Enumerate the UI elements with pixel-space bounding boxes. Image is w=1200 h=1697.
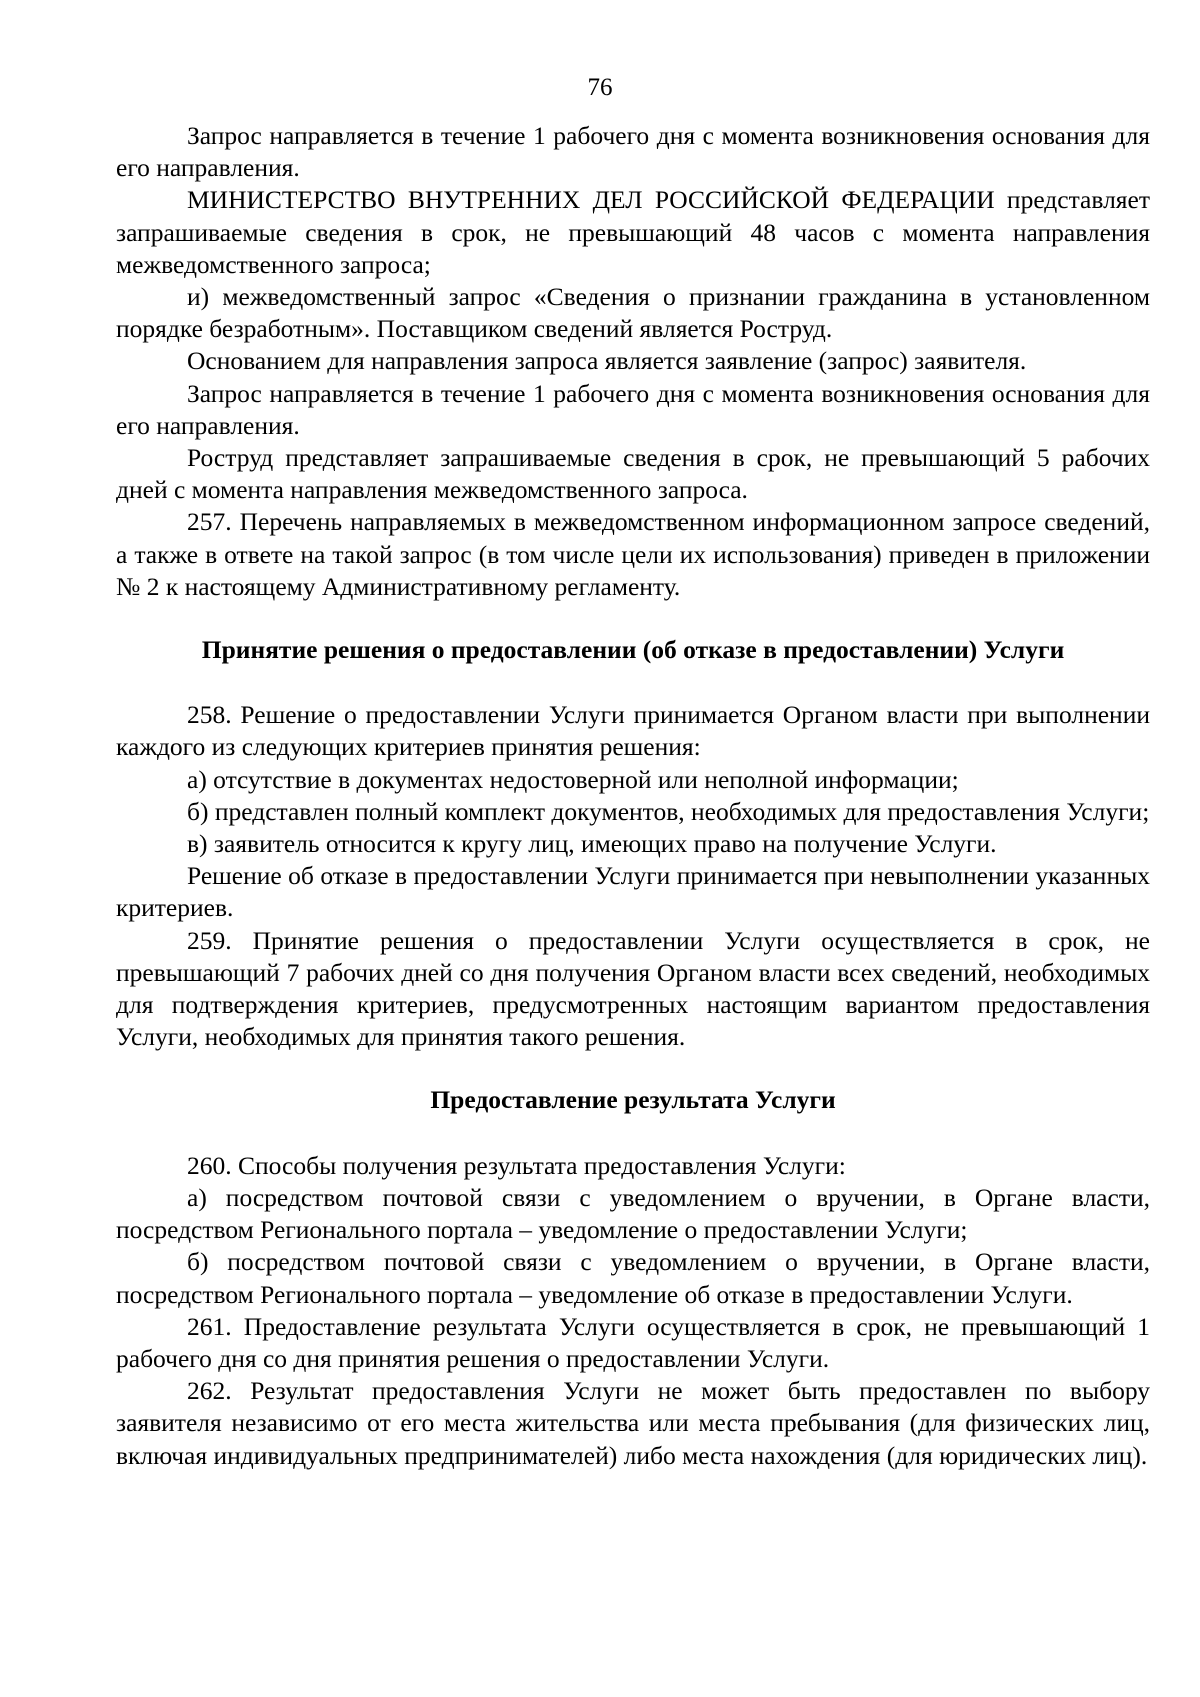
paragraph-258: 258. Решение о предоставлении Услуги принимается Органом власти при выполнении каждого из следующих критериев принятия решения:: [116, 700, 1150, 762]
paragraph-260: 260. Способы получения результата предоставления Услуги:: [187, 1150, 846, 1180]
document-body: [116, 120, 1150, 1472]
paragraph-rostrud-response: Роструд представляет запрашиваемые сведения в срок, не превышающий 5 рабочих дней с момента направления межведомственного запроса.: [116, 443, 1150, 505]
paragraph-method-a: а) посредством почтовой связи с уведомлением о вручении, в Органе власти, посредством Регионального портала – уведомление о предоставлении Услуги;: [116, 1182, 1150, 1245]
paragraph-mvd-response: МИНИСТЕРСТВО ВНУТРЕННИХ ДЕЛ РОССИЙСКОЙ ФЕДЕРАЦИИ представляет запрашиваемые сведения в срок, не превышающий 48 часов с момента направления межведомственного запроса;: [116, 185, 1150, 279]
paragraph-257: 257. Перечень направляемых в межведомственном информационном запросе сведений, а также в ответе на такой запрос (в том числе цели их использования) приведен в приложении № 2 к настоящему Административному регламенту.: [116, 507, 1150, 601]
paragraph-request-deadline-2: Запрос направляется в течение 1 рабочего дня с момента возникновения основания для его направления.: [116, 378, 1150, 440]
paragraph-criterion-c: в) заявитель относится к кругу лиц, имеющих право на получение Услуги.: [187, 829, 997, 859]
section-heading-result: Предоставление результата Услуги: [430, 1085, 836, 1115]
paragraph-259: 259. Принятие решения о предоставлении Услуги осуществляется в срок, не превышающий 7 рабочих дней со дня получения Органом власти всех сведений, необходимых для подтверждения критериев, предусмотренных настоящим вариантом предоставления Услуги, необходимых для принятия такого решения.: [116, 925, 1150, 1052]
section-heading-decision: Принятие решения о предоставлении (об отказе в предоставлении) Услуги: [201, 635, 1065, 665]
page-number: 76: [587, 74, 613, 101]
paragraph-request-deadline: Запрос направляется в течение 1 рабочего дня с момента возникновения основания для его направления.: [116, 121, 1150, 183]
paragraph-criterion-b: б) представлен полный комплект документов, необходимых для предоставления Услуги;: [187, 796, 1150, 826]
paragraph-refusal: Решение об отказе в предоставлении Услуги принимается при невыполнении указанных критериев.: [116, 861, 1150, 923]
paragraph-method-b: б) посредством почтовой связи с уведомлением о вручении, в Органе власти, посредством Регионального портала – уведомление об отказе в предоставлении Услуги.: [116, 1247, 1150, 1309]
paragraph-261: 261. Предоставление результата Услуги осуществляется в срок, не превышающий 1 рабочего дня со дня принятия решения о предоставлении Услуги.: [116, 1311, 1150, 1373]
paragraph-262: 262. Результат предоставления Услуги не может быть предоставлен по выбору заявителя независимо от его места жительства или места пребывания (для физических лиц, включая индивидуальных предпринимателей) либо места нахождения (для юридических лиц).: [116, 1376, 1150, 1470]
paragraph-request-basis: Основанием для направления запроса является заявление (запрос) заявителя.: [187, 346, 1027, 376]
paragraph-criterion-a: а) отсутствие в документах недостоверной или неполной информации;: [187, 764, 959, 794]
paragraph-item-i: и) межведомственный запрос «Сведения о признании гражданина в установленном порядке безработным». Поставщиком сведений является Роструд.: [116, 282, 1150, 344]
